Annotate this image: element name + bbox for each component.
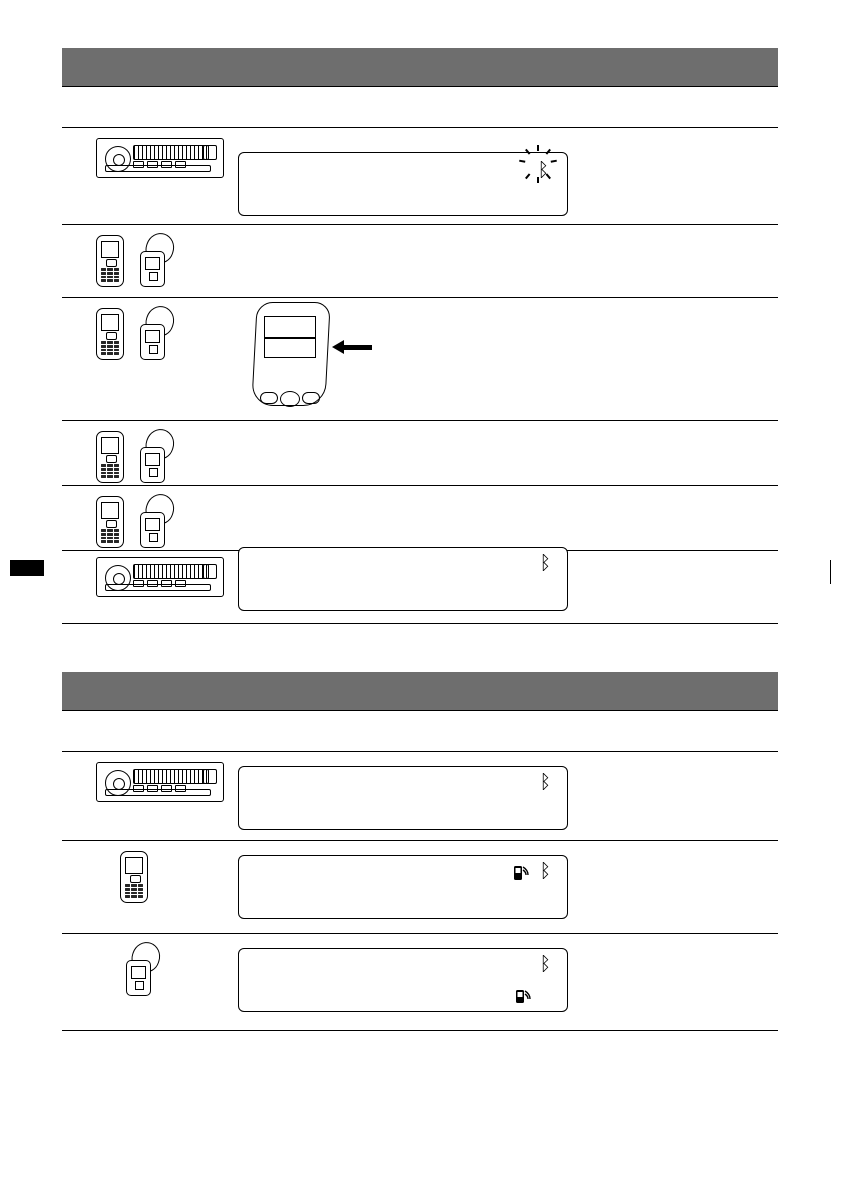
step-body — [232, 551, 778, 574]
bluetooth-audio-device-icon — [134, 235, 178, 287]
step-body — [232, 421, 778, 441]
mobile-phone-icon — [96, 496, 124, 548]
bluetooth-audio-device-icon — [134, 308, 178, 360]
stereo-disc-slot-icon — [105, 789, 211, 796]
bluetooth-audio-device-icon — [134, 431, 178, 483]
section-header-bar — [62, 672, 778, 710]
stereo-display-panel — [238, 948, 568, 1012]
step-body — [232, 486, 778, 506]
phone-illustration — [246, 302, 338, 410]
arrow-pointing-left-icon — [332, 342, 372, 352]
section-bottom-rule — [62, 623, 778, 624]
step-row — [62, 298, 778, 420]
mobile-phone-icon — [96, 431, 124, 483]
page-edge-tab — [10, 560, 44, 576]
stereo-display-panel — [238, 547, 568, 611]
bluetooth-icon: ᛒ — [539, 954, 551, 975]
mobile-phone-icon — [120, 851, 148, 903]
step-row — [62, 841, 778, 933]
step-row — [62, 752, 778, 840]
stereo-button-icon — [203, 564, 217, 579]
stereo-button-icon — [203, 145, 217, 160]
bluetooth-icon: ᛒ — [539, 553, 551, 574]
step-body — [232, 128, 778, 181]
section-connecting — [62, 672, 778, 1031]
stereo-disc-slot-icon — [105, 584, 211, 591]
stereo-screen-icon — [133, 769, 209, 784]
step-row — [62, 128, 778, 224]
step-icon-group — [62, 486, 232, 548]
step-body — [232, 298, 778, 318]
crop-mark — [830, 560, 831, 584]
car-stereo-icon — [96, 138, 224, 178]
car-stereo-icon — [96, 557, 224, 597]
step-icon-group — [62, 298, 232, 360]
section-subtitle-row — [62, 711, 778, 751]
step-row — [62, 421, 778, 485]
section-bottom-rule — [62, 1030, 778, 1031]
mobile-phone-icon — [96, 308, 124, 360]
step-icon-group — [62, 128, 232, 178]
stereo-display-panel — [238, 855, 568, 919]
step-icon-group — [62, 841, 232, 903]
phone-signal-icon — [513, 864, 529, 882]
section-pairing — [62, 48, 778, 624]
step-icon-group — [62, 752, 232, 802]
step-body — [232, 841, 778, 882]
bluetooth-icon: ᛒ — [539, 861, 551, 882]
step-body — [232, 752, 778, 793]
section-header-bar — [62, 48, 778, 86]
step-row — [62, 551, 778, 623]
step-icon-group — [62, 934, 232, 996]
step-row — [62, 486, 778, 550]
stereo-button-icon — [203, 769, 217, 784]
step-body — [232, 225, 778, 245]
bluetooth-icon: ᛒ — [537, 160, 549, 181]
step-row — [62, 934, 778, 1030]
bluetooth-audio-device-icon — [120, 944, 164, 996]
stereo-display-panel — [238, 766, 568, 830]
mobile-phone-icon — [96, 235, 124, 287]
audio-signal-icon — [515, 987, 531, 1005]
step-icon-group — [62, 421, 232, 483]
step-row — [62, 225, 778, 297]
step-body — [232, 934, 778, 975]
stereo-disc-slot-icon — [105, 165, 211, 172]
stereo-screen-icon — [133, 564, 209, 579]
bluetooth-audio-device-icon — [134, 496, 178, 548]
bluetooth-icon: ᛒ — [539, 772, 551, 793]
car-stereo-icon — [96, 762, 224, 802]
step-icon-group — [62, 551, 232, 597]
stereo-screen-icon — [133, 145, 209, 160]
section-subtitle-row — [62, 87, 778, 127]
step-icon-group — [62, 225, 232, 287]
stereo-display-panel — [238, 152, 568, 216]
